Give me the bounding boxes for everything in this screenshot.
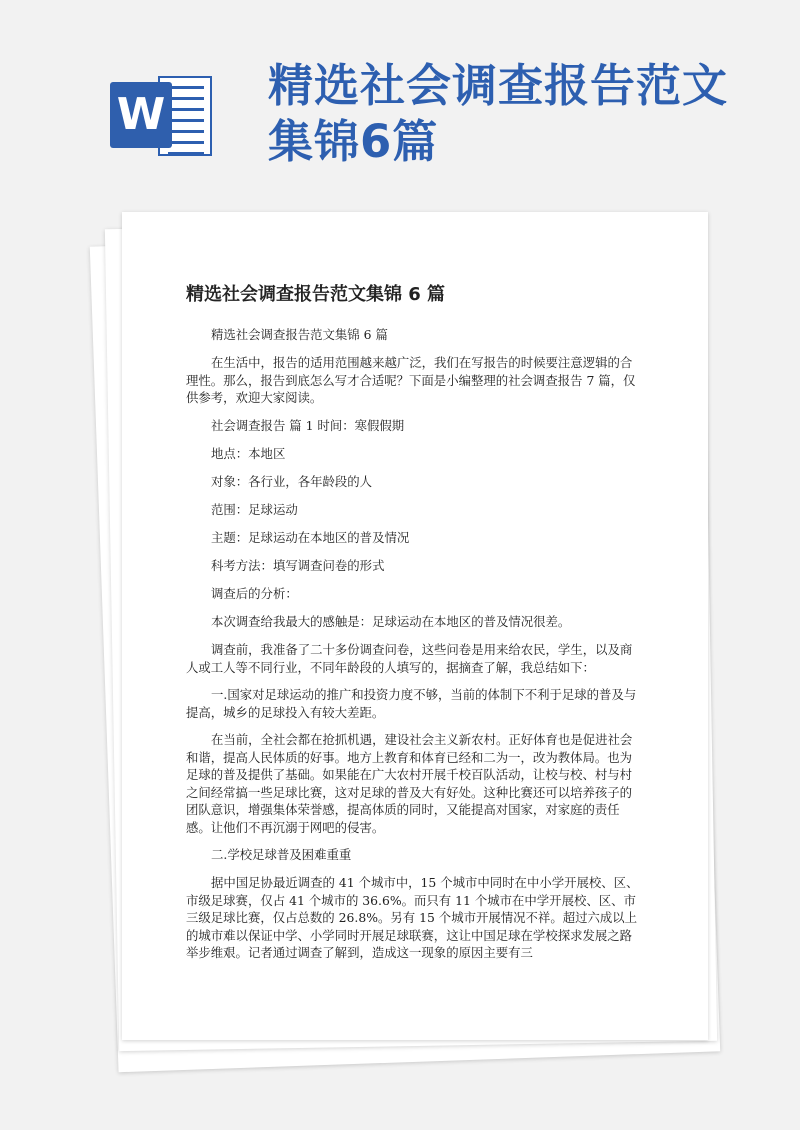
paragraph: 地点：本地区: [211, 445, 286, 461]
paragraph: 社会调查报告 篇 1 时间：寒假假期: [211, 417, 405, 433]
header-banner: [0, 0, 800, 210]
paragraph: 精选社会调查报告范文集锦 6 篇: [211, 327, 388, 342]
page-title: 精选社会调查报告范文集锦6篇: [268, 59, 729, 168]
paragraph: 二.学校足球普及困难重重: [211, 847, 352, 863]
paragraph: 调查后的分析：: [211, 586, 298, 602]
paragraph: 据中国足协最近调查的 41 个城市中，15 个城市中同时在中小学开展校、区、市级足球赛，仅占 41 个城市的 36.6%。而只有 11 个城市在中学开展校、区、市三级足球比赛，仅占总数的 26.8%。另有 15 个城市开展情况不祥。超过六成以上的城市难以保证中学、小学同时开展足球联赛，这让中国足球在学校探求发展之路举步维艰。记者通过调查了解到，造成这一现象的原因主要有三: [186, 875, 639, 961]
document-page: [122, 212, 708, 1040]
paragraph: 本次调查给我最大的感触是：足球运动在本地区的普及情况很差。: [211, 614, 571, 630]
paragraph: 在生活中，报告的适用范围越来越广泛，我们在写报告的时候要注意逻辑的合理性。那么，报告到底怎么写才合适呢？下面是小编整理的社会调查报告 7 篇，仅供参考，欢迎大家阅读。: [186, 355, 636, 406]
paragraph: 一.国家对足球运动的推广和投资力度不够，当前的体制下不利于足球的普及与提高，城乡的足球投入有较大差距。: [186, 687, 637, 720]
paragraph: 对象：各行业，各年龄段的人: [211, 473, 373, 489]
paragraph: 在当前，全社会都在抢抓机遇，建设社会主义新农村。正好体育也是促进社会和谐，提高人民体质的好事。地方上教育和体育已经和二为一，改为教体局。也为足球的普及提供了基础。如果能在广大农村开展千校百队活动，让校与校、村与村之间经常搞一些足球比赛，这对足球的普及大有好处。这种比赛还可以培养孩子的团队意识，增强集体荣誉感，提高体质的同时，又能提高对国家，对家庭的责任感。让他们不再沉溺于网吧的侵害。: [186, 732, 633, 835]
word-document-icon: [110, 72, 216, 162]
paragraph: 范围：足球运动: [211, 501, 298, 517]
word-badge: W: [110, 82, 172, 148]
paragraph: 主题：足球运动在本地区的普及情况: [211, 529, 410, 545]
paragraph: 科考方法：填写调查问卷的形式: [211, 558, 385, 574]
document-title: 精选社会调查报告范文集锦 6 篇: [186, 284, 446, 305]
document-body: [186, 326, 642, 972]
paragraph: 调查前，我准备了二十多份调查问卷，这些问卷是用来给农民，学生，以及商人或工人等不同行业，不同年龄段的人填写的，据摘查了解，我总结如下：: [186, 642, 633, 675]
